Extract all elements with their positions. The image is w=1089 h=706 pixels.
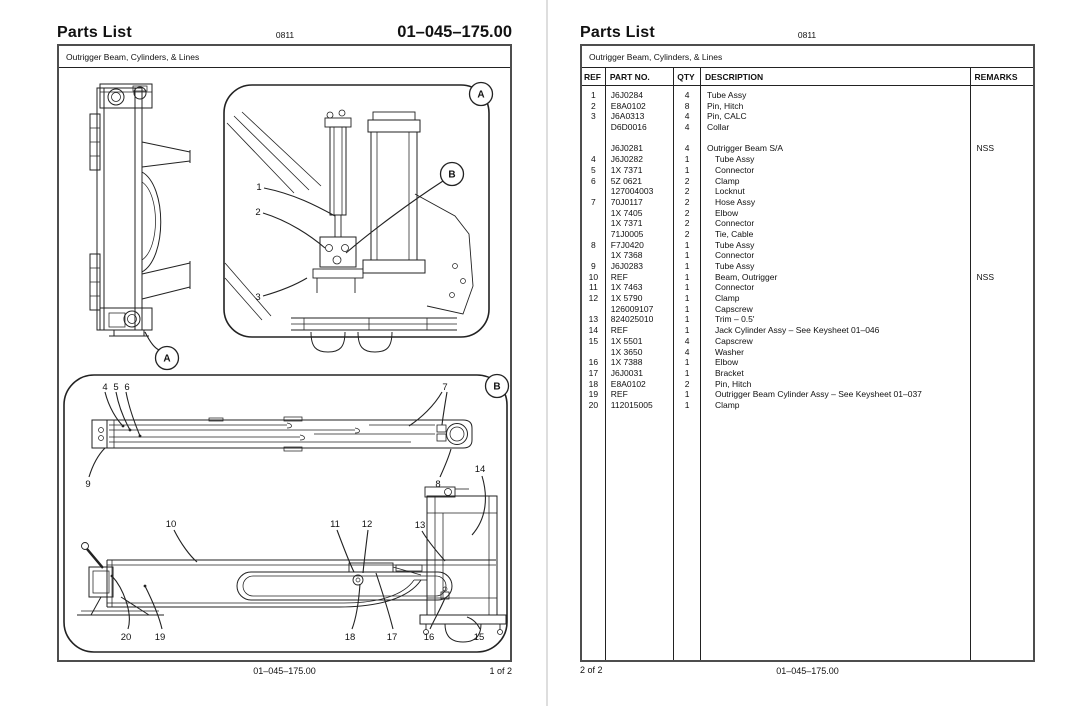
table-cell-desc: Trim – 0.5' <box>714 314 755 325</box>
page1-title: Parts List <box>57 24 132 41</box>
table-cell-desc: Connector <box>714 250 755 261</box>
table-cell-qty: 4 <box>684 335 690 346</box>
table-cell-part: J6J0284 <box>610 90 643 100</box>
page2-subtitle-text: Outrigger Beam, Cylinders, & Lines <box>589 51 723 62</box>
table-cell-part: E8A0102 <box>610 100 646 111</box>
page1-content-box <box>57 44 512 662</box>
table-cell-remarks <box>971 250 1033 261</box>
table-cell-ref: 14 <box>588 325 599 336</box>
table-cell-qty: 1 <box>684 303 690 314</box>
callout-8: 8 <box>435 479 441 490</box>
outrigger-beam-side-view <box>90 84 190 336</box>
table-cell-part: 70J0117 <box>610 196 643 207</box>
table-cell-desc: Capscrew <box>714 335 753 346</box>
table-col-qty <box>674 86 701 660</box>
table-cell-ref: 7 <box>591 196 596 207</box>
page-separator <box>546 0 548 706</box>
table-cell-ref: 1 <box>591 90 596 100</box>
page2-footer-doc: 01–045–175.00 <box>776 666 839 676</box>
table-cell-part: F7J0420 <box>610 239 644 250</box>
table-cell-qty: 1 <box>684 239 690 250</box>
table-cell-desc: Jack Cylinder Assy – See Keysheet 01–046 <box>714 325 880 336</box>
table-cell-qty: 1 <box>684 282 690 293</box>
table-cell-desc: Tube Assy <box>714 261 755 271</box>
table-cell-qty: 1 <box>684 261 690 271</box>
table-cell-remarks <box>971 282 1033 293</box>
table-cell-remarks <box>971 122 1033 133</box>
table-cell-part: D6D0016 <box>610 122 647 133</box>
table-col-remarks <box>971 86 1033 660</box>
table-cell-ref: 20 <box>588 399 599 410</box>
callout-10: 10 <box>165 519 177 530</box>
table-cell-desc: Washer <box>714 346 744 357</box>
table-cell-remarks <box>971 197 1033 208</box>
callout-b2-label: B <box>493 381 501 393</box>
page1-code: 0811 <box>275 30 295 40</box>
table-cell-qty: 4 <box>684 143 690 154</box>
table-cell-remarks <box>971 325 1033 336</box>
table-cell-ref <box>582 229 605 240</box>
table-cell-remarks <box>971 293 1033 304</box>
table-cell-remarks <box>971 111 1033 122</box>
table-cell-desc: Locknut <box>714 186 745 197</box>
callout-b-label: B <box>448 169 456 181</box>
table-cell-desc <box>701 133 970 144</box>
table-cell-qty: 2 <box>684 218 690 229</box>
table-col-part <box>606 86 674 660</box>
table-cell-desc: Clamp <box>714 399 740 410</box>
table-cell-qty: 1 <box>684 399 690 410</box>
table-cell-part: 1X 7371 <box>610 218 643 229</box>
table-cell-remarks <box>971 368 1033 379</box>
table-cell-part: 5Z 0621 <box>610 175 642 186</box>
callout-16: 16 <box>423 632 435 643</box>
table-cell-part: REF <box>610 271 628 282</box>
table-cell-qty: 1 <box>684 389 690 400</box>
table-cell-part: 126009107 <box>610 303 654 314</box>
callout-4: 4 <box>102 382 108 393</box>
table-cell-ref: 17 <box>588 367 599 378</box>
callout-12: 12 <box>361 519 373 530</box>
page1-footer-doc: 01–045–175.00 <box>253 666 316 676</box>
table-cell-remarks <box>971 357 1033 368</box>
table-cell-remarks <box>971 229 1033 240</box>
table-cell-ref: 5 <box>591 164 596 175</box>
table-cell-ref: 2 <box>591 100 596 111</box>
page2-code: 0811 <box>797 30 817 40</box>
table-cell-ref <box>582 304 605 315</box>
table-cell-part: J6A0313 <box>610 111 645 122</box>
table-cell-qty: 1 <box>684 250 690 261</box>
table-cell-desc: Tie, Cable <box>714 228 754 239</box>
table-cell-remarks <box>971 218 1033 229</box>
table-cell-ref: 4 <box>591 154 596 165</box>
col-header-desc: DESCRIPTION <box>701 68 971 85</box>
table-cell-ref: 19 <box>588 389 599 400</box>
table-cell-qty: 4 <box>684 122 690 133</box>
table-cell-remarks <box>971 208 1033 219</box>
table-cell-part: 824025010 <box>610 314 654 325</box>
table-cell-part: 1X 3650 <box>610 346 643 357</box>
page2-title: Parts List <box>580 24 655 41</box>
table-cell-part: REF <box>610 389 628 400</box>
callout-15: 15 <box>473 632 485 643</box>
table-cell-part: 112015005 <box>610 399 653 410</box>
table-cell-qty: 8 <box>684 100 690 111</box>
detail-a-view <box>224 83 493 353</box>
table-cell-desc: Elbow <box>714 357 739 368</box>
table-cell-desc: Hose Assy <box>714 196 756 207</box>
table-cell-remarks <box>971 336 1033 347</box>
table-cell-part: J6J0282 <box>610 154 643 165</box>
table-cell-desc: Connector <box>714 282 755 293</box>
table-cell-desc: Connector <box>714 218 755 229</box>
page2-subtitle <box>582 46 1033 68</box>
table-cell-desc: Capscrew <box>714 303 753 314</box>
page2-footer-page: 2 of 2 <box>580 665 603 675</box>
table-cell-desc: Clamp <box>714 175 740 186</box>
table-cell-part: 1X 5501 <box>610 335 643 346</box>
table-cell-qty <box>674 133 700 144</box>
page1-subtitle-text: Outrigger Beam, Cylinders, & Lines <box>66 51 200 62</box>
table-col-desc <box>701 86 971 660</box>
table-cell-ref <box>582 218 605 229</box>
table-cell-qty: 1 <box>684 154 690 165</box>
table-cell-qty: 2 <box>684 196 690 207</box>
table-cell-desc: Clamp <box>714 293 740 304</box>
table-cell-part: 1X 7405 <box>610 207 643 218</box>
table-cell-qty: 1 <box>684 164 690 175</box>
table-cell-part: J6J0281 <box>610 143 643 154</box>
callout-7: 7 <box>442 382 448 393</box>
table-cell-part <box>606 133 673 144</box>
callout-17: 17 <box>386 632 398 643</box>
table-cell-part: E8A0102 <box>610 378 646 389</box>
table-cell-desc: Tube Assy <box>714 154 755 165</box>
table-cell-desc: Collar <box>706 122 730 133</box>
callout-11: 11 <box>330 519 340 530</box>
callout-a-label: A <box>163 353 171 365</box>
table-cell-part: REF <box>610 325 628 336</box>
table-cell-qty: 1 <box>684 367 690 378</box>
table-cell-ref <box>582 133 605 144</box>
callout-a2-label: A <box>477 89 485 101</box>
table-cell-qty: 1 <box>684 314 690 325</box>
page1-footer-page: 1 of 2 <box>489 666 512 676</box>
table-cell-remarks <box>971 154 1033 165</box>
col-header-part: PART NO. <box>606 68 674 85</box>
callout-14: 14 <box>474 464 486 475</box>
table-cell-part: 127004003 <box>610 186 654 197</box>
callout-13: 13 <box>414 520 426 531</box>
callout-5: 5 <box>113 382 119 393</box>
callout-18: 18 <box>344 632 356 643</box>
table-cell-remarks <box>971 176 1033 187</box>
callout-2: 2 <box>255 207 261 218</box>
table-cell-desc: Tube Assy <box>714 239 755 250</box>
callout-1: 1 <box>256 182 262 193</box>
table-cell-remarks <box>971 90 1033 101</box>
callout-a-lower <box>145 332 179 370</box>
table-cell-remarks <box>971 389 1033 400</box>
table-cell-ref: 13 <box>588 314 599 325</box>
table-cell-qty: 1 <box>684 271 690 282</box>
table-cell-qty: 2 <box>684 175 690 186</box>
table-cell-qty: 1 <box>684 357 690 368</box>
table-col-ref <box>582 86 606 660</box>
table-cell-ref <box>582 347 605 358</box>
table-cell-desc: Connector <box>714 164 755 175</box>
table-cell-qty: 2 <box>684 378 690 389</box>
table-cell-qty: 1 <box>684 325 690 336</box>
table-cell-desc: Outrigger Beam Cylinder Assy – See Keysheet 01–037 <box>714 389 922 400</box>
table-cell-remarks: NSS <box>976 143 995 154</box>
page2-content-box <box>580 44 1035 662</box>
table-cell-ref <box>582 186 605 197</box>
table-cell-ref: 8 <box>591 239 596 250</box>
table-cell-qty: 4 <box>684 111 690 122</box>
table-header-row <box>582 68 1033 86</box>
table-cell-qty: 2 <box>684 186 690 197</box>
callout-3: 3 <box>255 292 261 303</box>
table-cell-ref <box>582 208 605 219</box>
table-cell-qty: 2 <box>684 228 690 239</box>
table-cell-remarks <box>971 165 1033 176</box>
table-cell-part: 1X 5790 <box>610 293 643 304</box>
table-cell-part: 1X 7368 <box>610 250 643 261</box>
table-cell-ref <box>582 250 605 261</box>
table-cell-remarks: NSS <box>976 271 995 282</box>
callout-20: 20 <box>120 632 132 643</box>
table-cell-desc: Pin, Hitch <box>706 100 744 111</box>
table-cell-qty: 4 <box>684 346 690 357</box>
table-cell-ref: 16 <box>588 357 599 368</box>
table-cell-remarks <box>971 304 1033 315</box>
table-cell-qty: 1 <box>684 293 690 304</box>
table-cell-ref: 18 <box>588 378 599 389</box>
table-cell-ref <box>582 122 605 133</box>
table-cell-ref: 11 <box>588 282 598 293</box>
table-cell-part: 1X 7463 <box>610 282 643 293</box>
callout-19: 19 <box>154 632 166 643</box>
table-cell-qty: 2 <box>684 207 690 218</box>
table-cell-remarks <box>971 379 1033 390</box>
table-cell-desc: Pin, Hitch <box>714 378 752 389</box>
table-cell-ref: 3 <box>591 111 596 122</box>
table-cell-remarks <box>971 314 1033 325</box>
table-cell-qty: 4 <box>684 90 690 100</box>
table-cell-ref <box>582 143 605 154</box>
table-cell-desc: Beam, Outrigger <box>714 271 778 282</box>
beam-assembly-view <box>64 375 509 653</box>
page1-subtitle <box>59 46 510 68</box>
table-cell-part: J6J0283 <box>610 261 643 271</box>
parts-table-body <box>582 86 1033 660</box>
table-cell-part: J6J0031 <box>610 367 643 378</box>
table-cell-part: 71J0005 <box>610 228 644 239</box>
table-cell-part: 1X 7371 <box>610 164 643 175</box>
page1-doc-number: 01–045–175.00 <box>397 23 512 41</box>
col-header-ref: REF <box>582 68 606 85</box>
table-cell-remarks <box>971 261 1033 272</box>
table-cell-desc: Outrigger Beam S/A <box>706 143 784 154</box>
table-cell-ref: 10 <box>588 271 599 282</box>
table-cell-ref: 15 <box>588 335 599 346</box>
parts-diagram <box>59 68 510 658</box>
table-cell-desc: Elbow <box>714 207 739 218</box>
table-cell-remarks <box>971 240 1033 251</box>
callout-9: 9 <box>85 479 91 490</box>
col-header-qty: QTY <box>674 68 701 85</box>
table-cell-desc: Bracket <box>714 367 744 378</box>
table-cell-remarks <box>971 186 1033 197</box>
table-cell-remarks <box>971 400 1033 411</box>
table-cell-remarks <box>971 133 1033 144</box>
table-cell-desc: Tube Assy <box>706 90 747 100</box>
table-cell-ref: 6 <box>591 175 596 186</box>
table-cell-ref: 12 <box>588 293 599 304</box>
table-cell-ref: 9 <box>591 261 596 271</box>
callout-6: 6 <box>124 382 130 393</box>
col-header-remarks: REMARKS <box>974 71 1018 82</box>
table-cell-part: 1X 7388 <box>610 357 643 368</box>
table-cell-remarks <box>971 101 1033 112</box>
table-cell-remarks <box>971 347 1033 358</box>
table-cell-desc: Pin, CALC <box>706 111 747 122</box>
